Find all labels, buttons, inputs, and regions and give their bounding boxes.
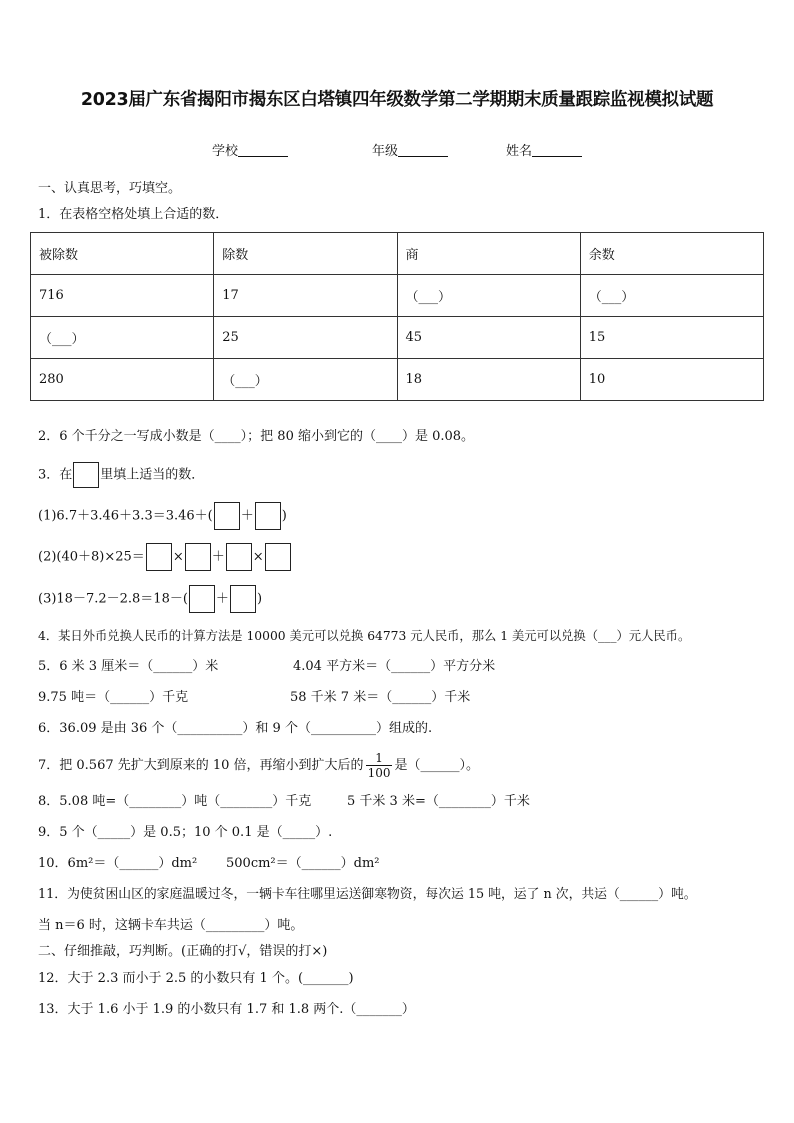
answer-box[interactable] xyxy=(185,543,211,571)
school-field xyxy=(212,140,288,159)
table-cell: 45 xyxy=(397,317,580,359)
division-table xyxy=(30,232,764,401)
part-2-expression: (2)(40＋8)×25＝ xyxy=(38,549,145,565)
question-5-d: 58 千米 7 米＝（______）千米 xyxy=(290,690,471,705)
question-8-a: 8．5.08 吨=（________）吨（________）千克 xyxy=(38,794,312,809)
question-1: 1．在表格空格处填上合适的数． xyxy=(38,207,229,222)
question-3-part-2 xyxy=(38,543,292,572)
table-header-row xyxy=(31,233,764,275)
table-cell-blank[interactable]: （___） xyxy=(397,275,580,317)
question-10-a: 10．6m²＝（______）dm² xyxy=(38,856,198,871)
section-2-heading: 二、仔细推敲，巧判断。(正确的打√，错误的打×) xyxy=(38,944,328,959)
part-3-expression: (3)18－7.2－2.8＝18－( xyxy=(38,591,188,607)
table-cell-blank[interactable]: （___） xyxy=(214,359,397,401)
question-3-part-3 xyxy=(38,585,262,614)
question-6: 6．36.09 是由 36 个（__________）和 9 个（__________）组成的. xyxy=(38,721,433,736)
fraction-numerator: 1 xyxy=(366,751,393,766)
plus-sign: ＋ xyxy=(211,549,225,565)
section-1-heading: 一、认真思考，巧填空。 xyxy=(38,181,182,196)
question-5-a: 5．6 米 3 厘米＝（______）米 xyxy=(38,659,219,674)
name-label: 姓名 xyxy=(506,144,533,159)
question-3-pre: 3．在 xyxy=(38,467,73,483)
table-header-cell: 商 xyxy=(397,233,580,275)
table-row xyxy=(31,359,764,401)
plus-sign: ＋ xyxy=(240,508,254,524)
fraction-denominator: 100 xyxy=(367,766,391,780)
school-label: 学校 xyxy=(212,144,239,159)
question-8-b: 5 千米 3 米=（________）千米 xyxy=(347,794,530,809)
question-9: 9．5 个（_____）是 0.5；10 个 0.1 是（_____）. xyxy=(38,825,333,840)
fraction xyxy=(366,751,393,780)
table-header-cell: 除数 xyxy=(214,233,397,275)
question-5-b: 4.04 平方米＝（______）平方分米 xyxy=(293,659,496,674)
question-11-line-1: 11．为使贫困山区的家庭温暖过冬，一辆卡车往哪里运送御寒物资，每次运 15 吨，运了 n 次，共运（______）吨。 xyxy=(38,887,697,902)
grade-field xyxy=(372,140,448,159)
table-cell: 10 xyxy=(580,359,763,401)
table-cell-blank[interactable]: （___） xyxy=(580,275,763,317)
question-4: 4．某日外币兑换人民币的计算方法是 10000 美元可以兑换 64773 元人民币，那么 1 美元可以兑换（___）元人民币。 xyxy=(38,629,691,643)
question-5-c: 9.75 吨＝（______）千克 xyxy=(38,690,189,705)
table-row xyxy=(31,275,764,317)
answer-box[interactable] xyxy=(146,543,172,571)
page-title: 2023届广东省揭阳市揭东区白塔镇四年级数学第二学期期末质量跟踪监视模拟试题 xyxy=(80,90,714,110)
answer-box[interactable] xyxy=(265,543,291,571)
part-1-expression: (1)6.7＋3.46＋3.3＝3.46＋( xyxy=(38,508,213,524)
question-7-pre: 7．把 0.567 先扩大到原来的 10 倍，再缩小到扩大后的 xyxy=(38,758,364,773)
school-blank[interactable] xyxy=(238,142,288,157)
answer-box[interactable] xyxy=(226,543,252,571)
answer-box[interactable] xyxy=(189,585,215,613)
question-2: 2．6 个千分之一写成小数是（____）；把 80 缩小到它的（____）是 0.08。 xyxy=(38,429,475,444)
table-cell-blank[interactable]: （___） xyxy=(31,317,214,359)
table-header-cell: 被除数 xyxy=(31,233,214,275)
question-3-part-1 xyxy=(38,502,287,531)
plus-sign: ＋ xyxy=(215,591,229,607)
times-sign: × xyxy=(172,549,184,565)
table-cell: 716 xyxy=(31,275,214,317)
close-paren: ) xyxy=(281,508,287,524)
table-header-cell: 余数 xyxy=(580,233,763,275)
question-7 xyxy=(38,748,479,784)
table-cell: 17 xyxy=(214,275,397,317)
table-cell: 25 xyxy=(214,317,397,359)
name-field xyxy=(506,140,582,159)
question-10-b: 500cm²＝（______）dm² xyxy=(226,856,380,871)
table-cell: 280 xyxy=(31,359,214,401)
grade-label: 年级 xyxy=(372,144,399,159)
question-13: 13．大于 1.6 小于 1.9 的小数只有 1.7 和 1.8 两个.（_______） xyxy=(38,1002,415,1017)
answer-box[interactable] xyxy=(255,502,281,530)
answer-box[interactable] xyxy=(230,585,256,613)
student-info-row xyxy=(0,140,794,160)
question-3 xyxy=(38,462,204,489)
question-3-post: 里填上适当的数． xyxy=(100,467,205,483)
answer-box[interactable] xyxy=(214,502,240,530)
close-paren: ) xyxy=(256,591,263,607)
answer-box[interactable] xyxy=(73,462,99,488)
table-cell: 18 xyxy=(397,359,580,401)
question-7-post: 是（______）。 xyxy=(394,758,479,773)
grade-blank[interactable] xyxy=(398,142,448,157)
table-row xyxy=(31,317,764,359)
question-11-line-2: 当 n＝6 时，这辆卡车共运（_________）吨。 xyxy=(38,918,304,933)
question-12: 12．大于 2.3 而小于 2.5 的小数只有 1 个。(_______) xyxy=(38,971,354,986)
name-blank[interactable] xyxy=(532,142,582,157)
times-sign: × xyxy=(252,549,264,565)
table-cell: 15 xyxy=(580,317,763,359)
